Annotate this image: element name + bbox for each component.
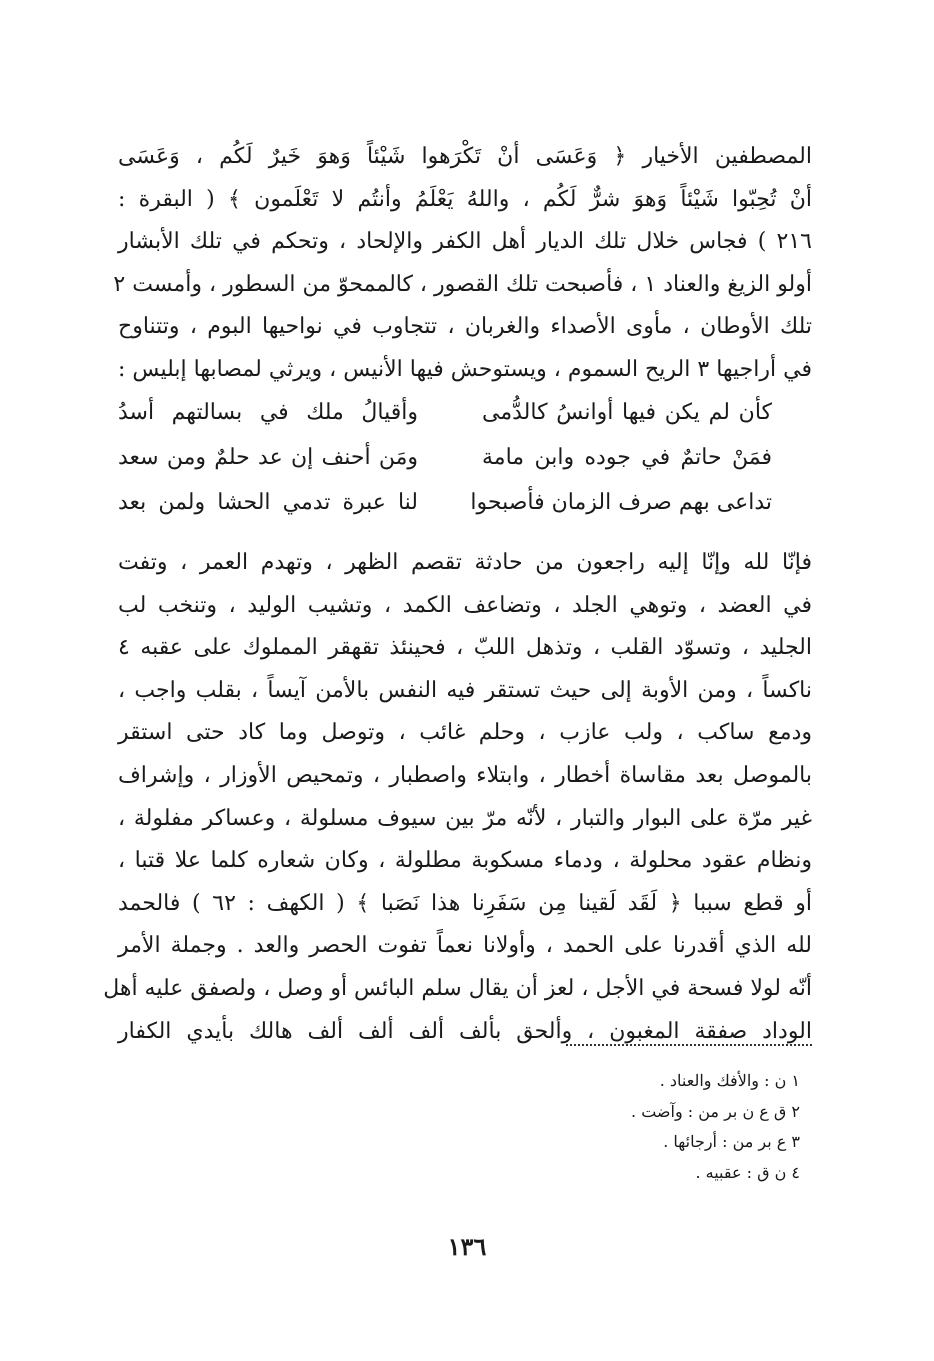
text-line: المصطفين الأخيار ﴿ وَعَسَى أنْ تَكْرَهوا شَيْئاً وَهوَ خَيرٌ لَكُم ، وَعَسَى <box>118 144 812 169</box>
verse-first-half: فمَنْ حاتمٌ في جوده وابن مامة <box>482 445 772 470</box>
verse-second-half: وأقيالُ ملك في بسالتهم أسدُ <box>118 400 418 425</box>
footnote: ٤ ن ق : عقبيه . <box>695 1162 800 1182</box>
text-line: ناكساً ، ومن الأوبة إلى حيث تستقر فيه النفس بالأمن آيساً ، بقلب واجب ، <box>118 677 812 703</box>
verse-second-half: ومَن أحنف إن عد حلمٌ ومن سعد <box>118 445 418 470</box>
footnote: ٢ ق ع ن بر من : وآضت . <box>631 1101 800 1121</box>
footnote-divider <box>566 1044 812 1046</box>
verse-second-half: لنا عبرة تدمي الحشا ولمن بعد <box>118 490 418 515</box>
text-line: الوداد صفقة المغبون ، وألحق بألف ألف ألف ألف هالك بأيدي الكفار <box>118 1018 812 1044</box>
poem-verse <box>118 435 812 480</box>
text-line: أولو الزيغ والعناد ١ ، فأصبحت تلك القصور ، كالممحوّ من السطور ، وأمست ٢ <box>113 271 812 297</box>
poem-verse <box>118 390 812 435</box>
footnote: ١ ن : والأفك والعناد . <box>659 1071 800 1090</box>
poem <box>118 390 812 525</box>
text-line: أو قطع سببا ﴿ لَقَد لَقينا مِن سَفَرِنا هذا نَصَبا ﴾ ( الكهف : ٦٢ ) فالحمد <box>118 890 812 916</box>
footnotes <box>470 1066 810 1188</box>
text-line: ونظام عقود محلولة ، ودماء مسكوبة مطلولة ، وكان شعاره كلما علا قتبا ، <box>118 848 812 874</box>
text-line: في العضد ، وتوهي الجلد ، وتضاعف الكمد ، وتشيب الوليد ، وتنخب لب <box>118 592 812 618</box>
footnote: ٣ ع بر من : أرجائها . <box>663 1132 800 1151</box>
text-line: غير مرّة على البوار والتبار ، لأنّه مرّ بين سيوف مسلولة ، وعساكر مفلولة ، <box>118 805 812 831</box>
verse-first-half: تداعى بهم صرف الزمان فأصبحوا <box>470 490 772 515</box>
text-line: فإنّا لله وإنّا إليه راجعون من حادثة تقصم الظهر ، وتهدم العمر ، وتفت <box>118 550 812 575</box>
verse-first-half: كأن لم يكن فيها أوانسُ كالدُّمى <box>482 400 772 425</box>
text-line: في أراجيها ٣ الريح السموم ، ويستوحش فيها الأنيس ، ويرثي لمصابها إبليس : <box>118 356 812 382</box>
text-line: لله الذي أقدرنا على الحمد ، وأولانا نعماً تفوت الحصر والعد . وجملة الأمر <box>118 933 812 959</box>
text-line: ٢١٦ ) فجاس خلال تلك الديار أهل الكفر والإلحاد ، وتحكم في تلك الأبشار <box>118 229 812 255</box>
text-line: الجليد ، وتسوّد القلب ، وتذهل اللبّ ، فحينئذ تقهقر المملوك على عقبه ٤ <box>118 635 812 661</box>
text-line: أنّه لولا فسحة في الأجل ، لعز أن يقال سلم البائس أو وصل ، ولصفق عليه أهل <box>103 975 812 1001</box>
page-number: ١٣٦ <box>447 1232 487 1261</box>
poem-verse <box>118 480 812 525</box>
text-line: أنْ تُحِبّوا شَيْئاً وَهوَ شرٌّ لَكُم ، واللهُ يَعْلَمُ وأنتُم لا تَعْلَمون ﴾ ( البقرة : <box>118 186 812 212</box>
text-line: ودمع ساكب ، ولب عازب ، وحلم غائب ، وتوصل وما كاد حتى استقر <box>118 720 812 746</box>
text-line: تلك الأوطان ، مأوى الأصداء والغربان ، تتجاوب في نواحيها البوم ، وتتناوح <box>118 314 812 340</box>
paragraph-1 <box>113 136 812 392</box>
paragraph-2 <box>103 542 812 1053</box>
text-line: بالموصل بعد مقاساة أخطار ، وابتلاء واصطبار ، وتمحيص الأوزار ، وإشراف <box>118 762 812 788</box>
